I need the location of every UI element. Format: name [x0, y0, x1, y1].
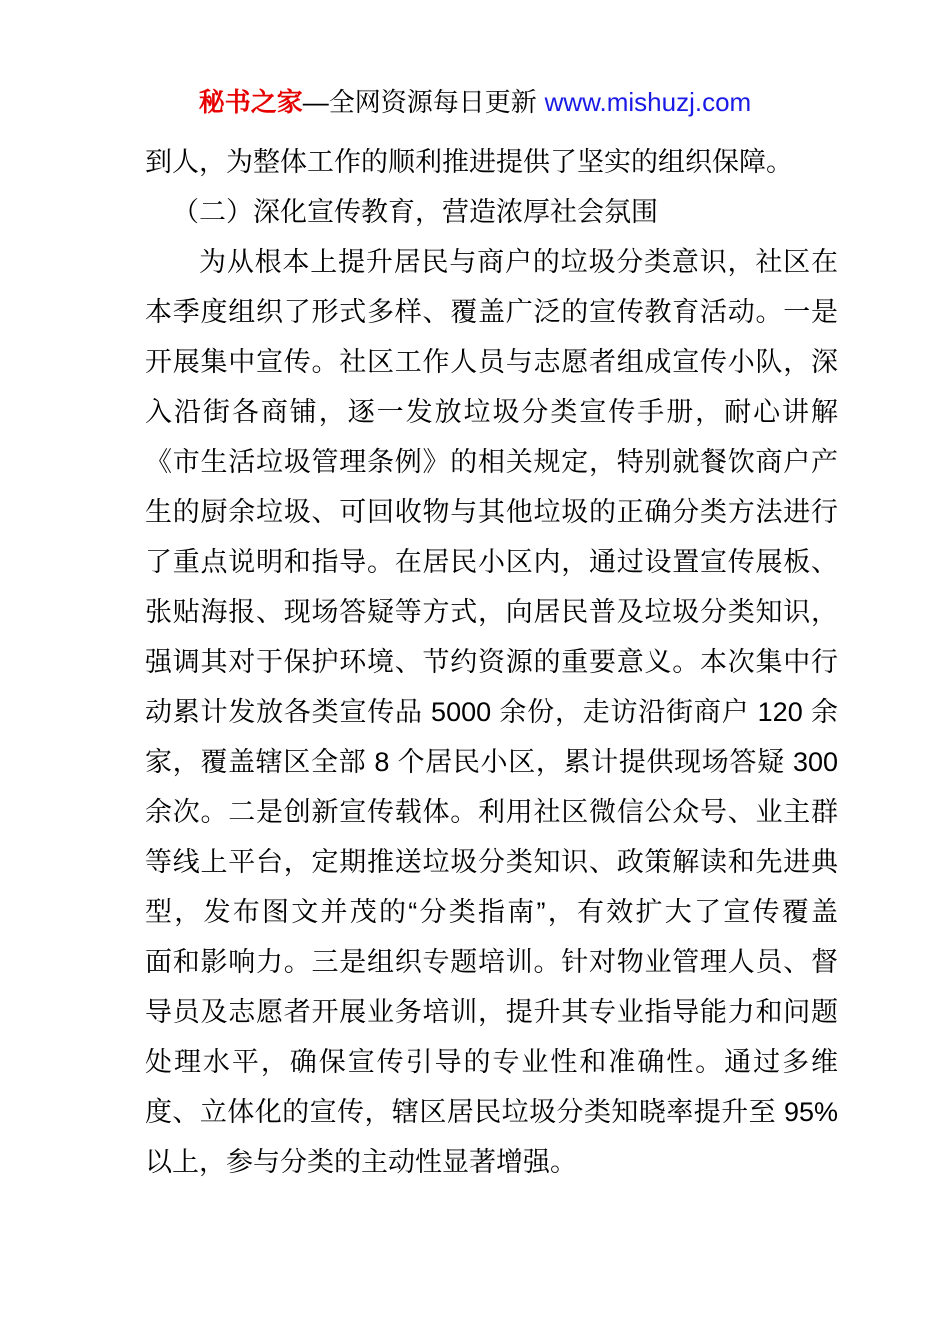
text-line: 为从根本上提升居民与商户的垃圾分类意识，社区在 — [199, 247, 838, 277]
text-line: 强调其对于保护环境、节约资源的重要意义。本次集中行 — [145, 647, 838, 677]
text-line: 导员及志愿者开展业务培训，提升其专业指导能力和问题 — [145, 997, 838, 1027]
text-line: 动累计发放各类宣传品 5000 余份，走访沿街商户 120 余 — [145, 697, 838, 727]
text-line: 本季度组织了形式多样、覆盖广泛的宣传教育活动。一是 — [145, 297, 838, 327]
text-line: 余次。二是创新宣传载体。利用社区微信公众号、业主群 — [145, 797, 838, 827]
text-line: 面和影响力。三是组织专题培训。针对物业管理人员、督 — [145, 947, 838, 977]
page-header — [0, 0, 950, 122]
site-brand: 秘书之家 — [198, 87, 303, 117]
site-tagline: —全网资源每日更新 — [302, 87, 537, 117]
text-line: 《市生活垃圾管理条例》的相关规定，特别就餐饮商户产 — [145, 447, 838, 477]
text-line: 等线上平台，定期推送垃圾分类知识、政策解读和先进典 — [145, 847, 838, 877]
text-line: 张贴海报、现场答疑等方式，向居民普及垃圾分类知识， — [145, 597, 838, 627]
text-line: 处理水平，确保宣传引导的专业性和准确性。通过多维 — [145, 1047, 838, 1077]
site-url: www.mishuzj.com — [544, 87, 752, 117]
text-line: 以上，参与分类的主动性显著增强。 — [145, 1147, 577, 1177]
text-line: 到人，为整体工作的顺利推进提供了坚实的组织保障。 — [145, 147, 793, 177]
text-line: 开展集中宣传。社区工作人员与志愿者组成宣传小队，深 — [145, 347, 838, 377]
text-line: 家，覆盖辖区全部 8 个居民小区，累计提供现场答疑 300 — [145, 747, 838, 777]
section-heading: （二）深化宣传教育，营造浓厚社会氛围 — [172, 197, 658, 227]
text-line: 度、立体化的宣传，辖区居民垃圾分类知晓率提升至 95% — [145, 1097, 838, 1127]
text-line: 了重点说明和指导。在居民小区内，通过设置宣传展板、 — [145, 547, 838, 577]
text-line: 型，发布图文并茂的“分类指南”，有效扩大了宣传覆盖 — [145, 897, 838, 927]
document-body — [145, 137, 838, 1187]
text-line: 生的厨余垃圾、可回收物与其他垃圾的正确分类方法进行 — [145, 497, 838, 527]
text-line: 入沿街各商铺，逐一发放垃圾分类宣传手册，耐心讲解 — [145, 397, 838, 427]
